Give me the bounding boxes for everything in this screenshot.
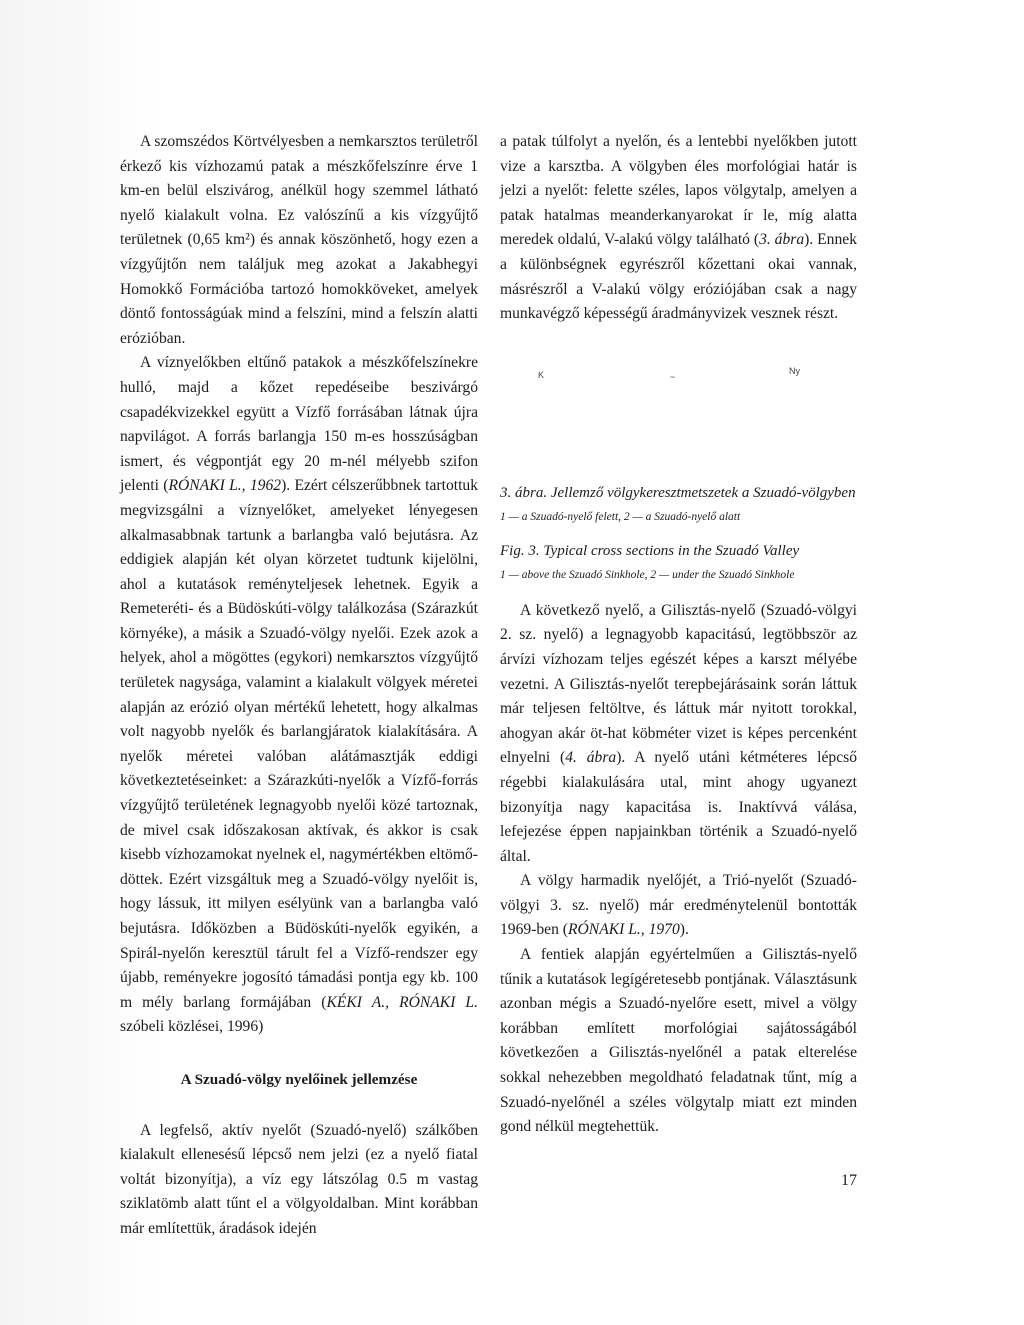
figure-mark: K [538, 369, 545, 380]
figure-mark: ~ [670, 371, 676, 382]
figure-caption-hu: 3. ábra. Jellemző völgykeresztmetszetek a Szuadó-völgyben [500, 484, 856, 501]
text-run: A következő nyelő, a Gilisztás-nyelő (Szuadó-völgyi 2. sz. nyelő) a legnagyobb kapacitású, legtöbbször az árvízi vízhozam teljes egészét képes a karszt mélyébe vezetni. A Gilisztás-nyelőt terepbejárásaink során láttuk már teljesen feltöltve, és láttuk már nyitott torokkal, ahogyan akár öt-hat köbméter vizet is képes percenként elnyelni ( [500, 601, 857, 767]
citation: KÉKI A., RÓNAKI L. [326, 993, 478, 1011]
figure-legend-hu: 1 — a Szuadó-nyelő felett, 2 — a Szuadó-nyelő alatt [500, 510, 741, 523]
page-number: 17 [841, 1172, 857, 1189]
text-run: A völgy harmadik nyelőjét, a Trió-nyelőt (Szuadó-völgyi 3. sz. nyelő) már eredménytelenül bontották 1969-ben ( [500, 872, 857, 939]
figure-reference: 4. ábra [565, 749, 617, 767]
text-run: a patak túlfolyt a nyelőn, és a lentebbi nyelőkben jutott vize a karsztba. A völgyben éles morfológiai határ is jelzi a nyelőt: felette széles, lapos völgytalp, amelyen a patak hatalmas meanderkanyarokat ír le, míg alatta meredek oldalú, V-alakú völgy található ( [500, 133, 857, 249]
citation: RÓNAKI L., 1962 [168, 477, 282, 495]
figure-legend-en: 1 — above the Szuadó Sinkhole, 2 — under the Szuadó Sinkhole [500, 568, 795, 581]
text-run: szóbeli közlései, 1996) [120, 1018, 264, 1036]
right-column [500, 130, 857, 1140]
figure-mark: Ny [789, 365, 800, 376]
figure-caption-en: Fig. 3. Typical cross sections in the Szuadó Valley [500, 542, 800, 559]
paragraph: A legfelső, aktív nyelőt (Szuadó-nyelő) szálkőben kialakult ellenesésű lépcső nem jelzi (ez a nyelő fiatal voltát bizonyítja), a víz egy látszólag 0.5 m vastag sziklatömb alatt tűnt el a völgyoldalban. Mint korábban már említettük, áradások idején [120, 1121, 478, 1237]
paragraph [500, 599, 857, 870]
figure-reference: 3. ábra [759, 231, 805, 249]
paragraph: A szomszédos Körtvélyesben a nemkarsztos területről érkező kis vízhozamú patak a mészkőfelszínre érve 1 km-en belül elszivárog, anélkül hogy szemmel látható nyelő kialakult volna. Ez valószínű a kis vízgyűjtő területnek (0,65 km²) és annak köszönhető, hogy ezen a vízgyűjtőn nem találjuk meg azokat a Jakabhegyi Homokkő Formációba tartozó homokköveket, amelyek döntő fontosságúak mind a felszíni, mind a felszín alatti erózióban. [120, 133, 478, 347]
text-run: ). Ennek a különbségnek egyrészről kőzettani okai vannak, másrészről a V-alakú völgy eróziójában csak a nagy munkavégző képességű áradmányvizek vesznek részt. [500, 231, 857, 323]
figure-3 [500, 335, 857, 483]
paragraph [500, 130, 857, 327]
text-run: A víznyelőkben eltűnő patakok a mészkőfelszínekre hulló, majd a kőzet repedéseibe beszivárgó csapadékvizekkel együtt a Vízfő forrásában látnak újra napvilágot. A forrás barlangja 150 m-es hosszúságban ismert, és végpontját egy 20 m-nél mélyebb szifon jelenti ( [120, 354, 478, 495]
paragraph [500, 869, 857, 943]
text-run: ). Ezért célszerűbbnek tartottuk megvizsgálni a víznyelőket, amelyeket lényegesen alkalmasabbnak tartunk a barlangba való bejutásra. Az eddigiek alapján két olyan körzetet tudtunk kijelölni, ahol a kutatások reményteljesek lehetnek. Egyik a Remeteréti- és a Büdöskúti-völgy találkozása (Szárazkút környéke), a másik a Szuadó-völgy nyelői. Ezek azok a helyek, ahol a mögöttes (egykori) nemkarsztos vízgyűjtő területek nagysága, valamint a kialakult völgyek méretei alapján az erózió olyan mértékű lehetett, hogy alkalmas volt nagyobb nyelők és barlangjáratok kialakítására. A nyelők méretei valóban alátámasztják eddigi következtetéseinket: a Szárazkúti-nyelők a Vízfő-forrás vízgyűjtő területének legnagyobb nyelői közé tartoznak, de mivel csak időszakosan aktívak, és akkor is csak kisebb vízhozamokat nyelnek el, nagymértékben eltömődöttek. Ezért vizsgáltuk meg a Szuadó-völgy nyelőit is, hogy lássuk, itt milyen esélyünk van a barlangba való bejutásra. Időközben a Büdöskúti-nyelők egyikén, a Spirál-nyelőn keresztül tárult fel a Vízfő-rendszer egy újabb, reményekre jogosító támadási pontja egy kb. 100 m mély barlang formájában ( [120, 477, 479, 1011]
left-column [120, 130, 478, 1242]
citation: RÓNAKI L., 1970 [568, 921, 680, 939]
paragraph [120, 351, 478, 1040]
text-run: ). A nyelő utáni kétméteres lépcső régebbi kialakulására utal, mint ahogy ugyanezt bizonyítja nagy kapacitása is. Inaktívvá válása, lefejezése éppen napjainkban történik a Szuadó-nyelő által. [500, 749, 857, 865]
paragraph: A fentiek alapján egyértelműen a Gilisztás-nyelő tűnik a kutatások legígéretesebb pontjának. Választásunk azonban mégis a Szuadó-nyelőre esett, mivel a völgy korábban említett morfológiai sajátosságából következően a Gilisztás-nyelőnél a patak elterelése sokkal nehezebben megoldható feladatnak tűnt, míg a Szuadó-nyelőnél a széles völgytalp miatt ezt minden gond nélkül megtehettük. [500, 946, 857, 1136]
text-run: ). [679, 921, 689, 939]
section-heading: A Szuadó-völgy nyelőinek jellemzése [180, 1070, 418, 1088]
page [120, 130, 950, 1280]
